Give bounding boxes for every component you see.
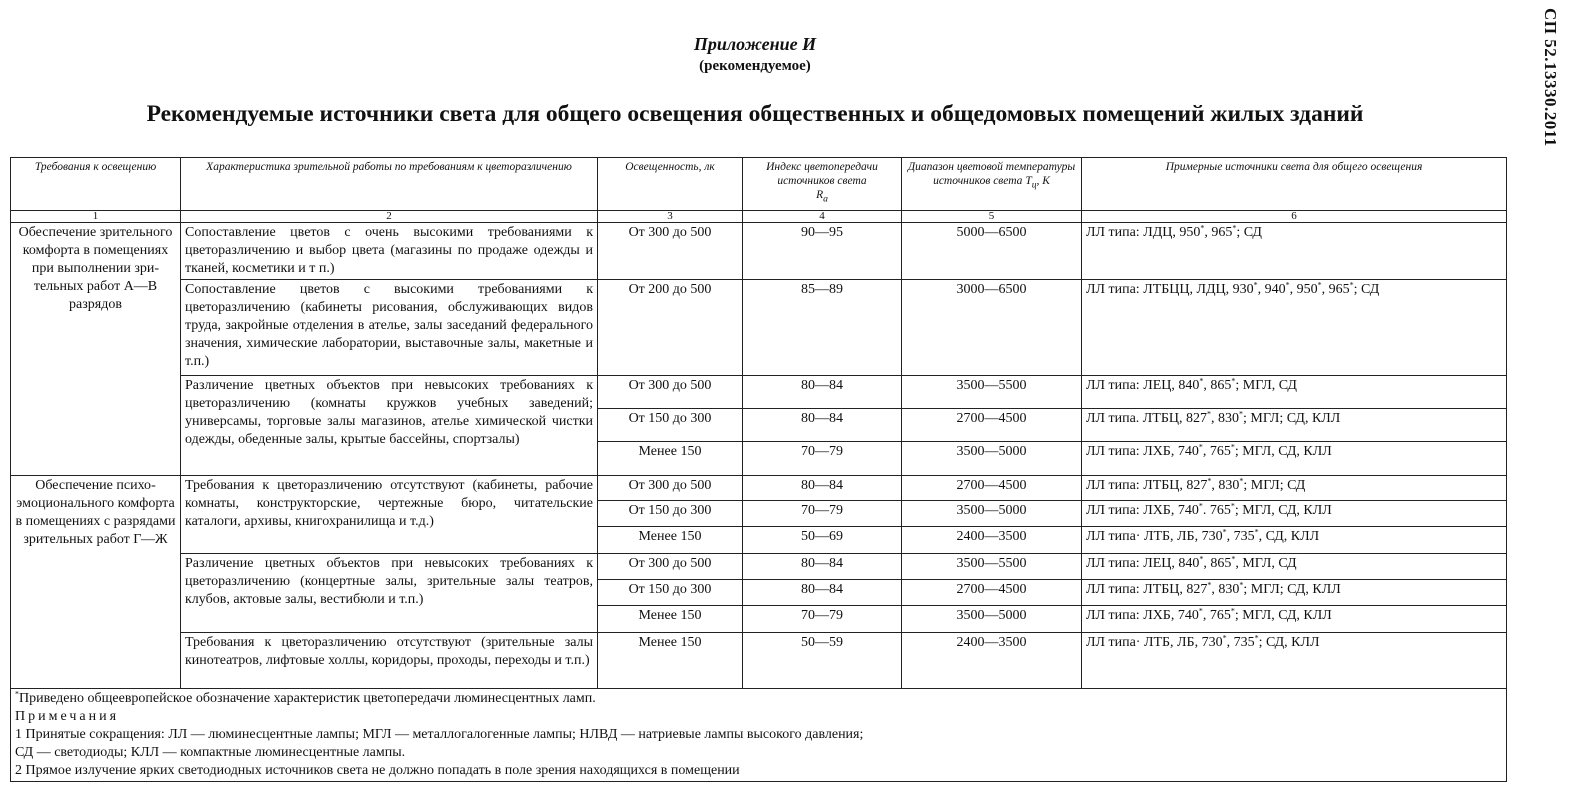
footnote-mark: * [1222,527,1227,537]
col-number: 1 [11,211,181,223]
cct-cell: 3500—5000 [902,606,1082,633]
illuminance-cell: От 300 до 500 [598,223,743,280]
footnote-mark: * [1349,280,1354,290]
note-1-continued: СД — светодиоды; КЛЛ — компактные люминесцентные лампы. [15,745,406,760]
cct-cell: 2700—4500 [902,476,1082,501]
footnote-mark: * [1198,442,1203,452]
page-title: Рекомендуемые источники света для общего освещения общественных и общедомовых помещений жилых зданий [146,101,1364,127]
col-number: 3 [598,211,743,223]
cri-cell: 80—84 [743,409,902,442]
annex-subtitle: (рекомендуемое) [699,58,811,74]
footnote-mark: * [1230,606,1235,616]
cri-cell: 90—95 [743,223,902,280]
col-number: 6 [1082,211,1507,223]
annex-title: Приложение И [693,34,817,54]
footnote-mark: * [1285,280,1290,290]
sources-cell: ЛЛ типа: ЛЕЦ, 840*, 865*, МГЛ, СД [1082,554,1507,580]
table-row [11,376,1507,409]
cct-cell: 3000—6500 [902,280,1082,376]
table-row [11,554,1507,580]
header-cct-text: Диапазон цветовой температуры источников света [907,161,1076,187]
requirement-group-1: Обеспечение зрительного комфорта в помещениях при выполнении зрительных работ А—В разрядов [11,223,181,476]
cct-cell: 2400—3500 [902,527,1082,554]
footnote-mark: * [1239,409,1244,419]
cri-cell: 80—84 [743,580,902,606]
cct-cell: 2700—4500 [902,409,1082,442]
footnote-mark: * [1254,527,1259,537]
header-cct-unit: , К [1036,175,1050,187]
note-1: 1 Принятые сокращения: ЛЛ — люминесцентные лампы; МГЛ — металлогалогенные лампы; НЛВД — натриевые лампы высокого давления; [15,727,864,742]
header-cct-subscript: ц [1031,179,1037,191]
illuminance-cell: От 300 до 500 [598,376,743,409]
document-code: СП 52.13330.2011 [1541,8,1560,147]
header-cct-symbol: T [1025,175,1032,187]
footnote-mark: * [1232,223,1237,233]
header-sources: Примерные источники света для общего освещения [1082,158,1507,211]
sources-cell: ЛЛ типа: ЛТБЦ, 827*, 830*; МГЛ; СД [1082,476,1507,501]
column-number-row [11,211,1507,223]
illuminance-cell: От 150 до 300 [598,501,743,527]
illuminance-cell: От 150 до 300 [598,580,743,606]
footnote-mark: * [1198,606,1203,616]
sources-cell: ЛЛ типа: ЛЕЦ, 840*, 865*; МГЛ, СД [1082,376,1507,409]
table-header-row [11,158,1507,211]
cri-cell: 50—59 [743,633,902,689]
header-cri-subscript: a [823,193,828,205]
col-number: 5 [902,211,1082,223]
cct-cell: 2700—4500 [902,580,1082,606]
notes-row [11,689,1507,782]
footnote-mark: * [1231,554,1236,564]
footnote-text: Приведено общеевропейское обозначение характеристик цветопередачи люминесцентных ламп. [19,691,596,706]
illuminance-cell: Менее 150 [598,442,743,476]
footnote-mark: * [1207,409,1212,419]
footnote-mark: * [1222,633,1227,643]
footnote-mark: * [1239,476,1244,486]
footnote-mark: * [1207,580,1212,590]
cri-cell: 80—84 [743,376,902,409]
header-cri [743,158,902,211]
footnote-mark: * [15,689,19,699]
work-description: Сопоставление цветов с очень высокими требованиями к цветоразличению и выбор цвета (магазины по продаже одежды и тканей, косметики и т п.) [181,223,598,280]
footnote-mark: * [1207,476,1212,486]
footnote-mark: * [1254,633,1259,643]
sources-cell: ЛЛ типа: ЛДЦ, 950*, 965*; СД [1082,223,1507,280]
light-sources-table [10,157,1507,782]
cct-cell: 3500—5500 [902,376,1082,409]
illuminance-cell: От 150 до 300 [598,409,743,442]
table-row [11,633,1507,689]
table-row [11,223,1507,280]
table-row [11,280,1507,376]
illuminance-cell: От 300 до 500 [598,554,743,580]
cri-cell: 70—79 [743,606,902,633]
footnote-mark: * [1239,580,1244,590]
notes-heading: Примечания [15,709,120,724]
note-2: 2 Прямое излучение ярких светодиодных источников света не должно попадать в поле зрения находящихся в помещении [15,763,740,778]
cct-cell: 3500—5000 [902,442,1082,476]
header-illuminance: Освещенность, лк [598,158,743,211]
sources-cell: ЛЛ типа· ЛТБ, ЛБ, 730*, 735*; СД, КЛЛ [1082,633,1507,689]
footnote [15,690,1502,708]
header-characteristic: Характеристика зрительной работы по требованиям к цветоразличению [181,158,598,211]
cri-cell: 70—79 [743,501,902,527]
table-row [11,476,1507,501]
cri-cell: 80—84 [743,554,902,580]
cct-cell: 3500—5500 [902,554,1082,580]
work-description: Различение цветных объектов при невысоких требованиях к цветоразличению (концертные залы, зрительные залы театров, клубов, актовые залы, вестибюли и т.п.) [181,554,598,633]
footnote-mark: * [1199,376,1204,386]
sources-cell: ЛЛ типа: ЛХБ, 740*. 765*; МГЛ, СД, КЛЛ [1082,501,1507,527]
illuminance-cell: Менее 150 [598,527,743,554]
illuminance-cell: От 200 до 500 [598,280,743,376]
work-description: Требования к цветоразличению отсутствуют (кабинеты, рабочие комнаты, конструкторские, чертежные бюро, читательские каталоги, архивы, книгохранилища и т.д.) [181,476,598,554]
work-description: Различение цветных объектов при невысоких требованиях к цветоразличению (комнаты кружков учебных заведений; универсамы, торговые залы магазинов, ателье химической чистки одежды, обеденные залы, крытые бассейны, спортзалы) [181,376,598,476]
col-number: 2 [181,211,598,223]
footnote-mark: * [1230,501,1235,511]
footnote-mark: * [1317,280,1322,290]
cri-cell: 70—79 [743,442,902,476]
cct-cell: 2400—3500 [902,633,1082,689]
footnote-mark: * [1198,501,1203,511]
cri-cell: 50—69 [743,527,902,554]
col-number: 4 [743,211,902,223]
work-description: Требования к цветоразличению отсутствуют (зрительные залы кинотеатров, лифтовые холлы, коридоры, проходы, переходы и т.п.) [181,633,598,689]
header-requirements: Требования к освещению [11,158,181,211]
footnote-mark: * [1230,442,1235,452]
sources-cell: ЛЛ типа· ЛТБ, ЛБ, 730*, 735*, СД, КЛЛ [1082,527,1507,554]
footnote-mark: * [1253,280,1258,290]
header-cri-symbol: R [816,189,824,201]
header-cct [902,158,1082,211]
illuminance-cell: Менее 150 [598,633,743,689]
cri-cell: 85—89 [743,280,902,376]
illuminance-cell: От 300 до 500 [598,476,743,501]
sources-cell: ЛЛ типа: ЛТБЦЦ, ЛДЦ, 930*, 940*, 950*, 965*; СД [1082,280,1507,376]
sources-cell: ЛЛ типа: ЛХБ, 740*, 765*; МГЛ, СД, КЛЛ [1082,442,1507,476]
work-description: Сопоставление цветов с высокими требованиями к цветоразличению (кабинеты рисования, обслуживающих видов труда, закройные отделения в ателье, залы заседаний федерального значения, химические лаборатории, выставочные залы, макетные и т.п.) [181,280,598,376]
header-cri-text: Индекс цветопередачи источников света [766,161,878,187]
cct-cell: 3500—5000 [902,501,1082,527]
requirement-group-2: Обеспечение психоэмоционального комфорта в помещениях с разрядами зрительных работ Г—Ж [11,476,181,689]
footnote-mark: * [1199,554,1204,564]
cri-cell: 80—84 [743,476,902,501]
footnote-mark: * [1231,376,1236,386]
sources-cell: ЛЛ типа: ЛТБЦ, 827*, 830*; МГЛ; СД, КЛЛ [1082,580,1507,606]
sources-cell: ЛЛ типа. ЛТБЦ, 827*, 830*; МГЛ; СД, КЛЛ [1082,409,1507,442]
sources-cell: ЛЛ типа: ЛХБ, 740*, 765*; МГЛ, СД, КЛЛ [1082,606,1507,633]
table-notes [11,689,1507,782]
cct-cell: 5000—6500 [902,223,1082,280]
illuminance-cell: Менее 150 [598,606,743,633]
footnote-mark: * [1200,223,1205,233]
